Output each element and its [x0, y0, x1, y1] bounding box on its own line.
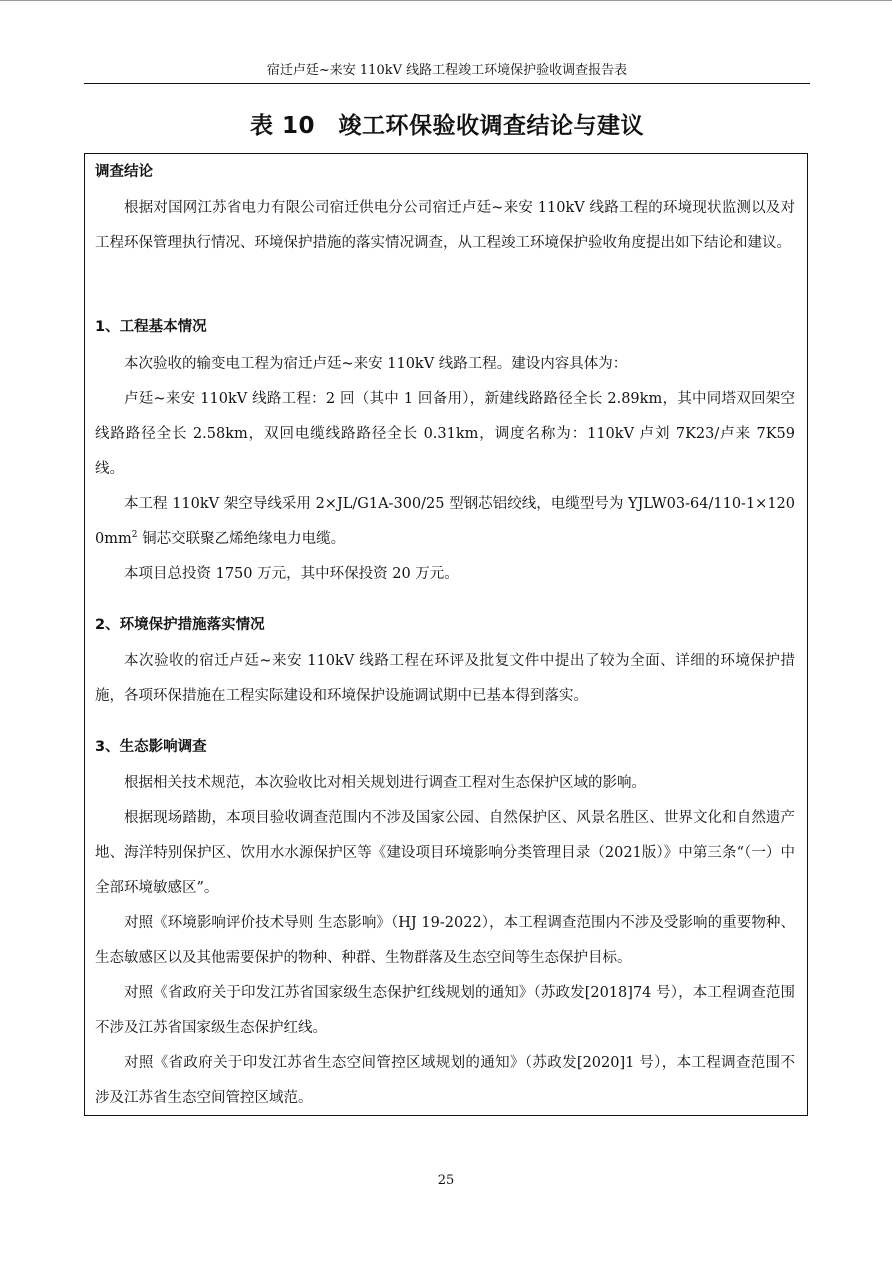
- measures-heading: 2、环境保护措施落实情况: [95, 617, 265, 633]
- basic-info-heading: 1、工程基本情况: [95, 319, 207, 335]
- basic-info-paragraph-1: 本次验收的输变电工程为宿迁卢廷~来安 110kV 线路工程。建设内容具体为：: [124, 356, 628, 372]
- superscript-2: 2: [131, 530, 138, 541]
- ecology-paragraph-2: 根据现场踏勘，本项目验收调查范围内不涉及国家公园、自然保护区、风景名胜区、世界文化和自然遗产地、海洋特别保护区、饮用水水源保护区等《建设项目环境影响分类管理目录（2021版）》中第三条“（一）中全部环境敏感区”。: [95, 810, 795, 896]
- document-title: 表 10 竣工环保验收调查结论与建议: [249, 113, 644, 139]
- conclusion-intro: 根据对国网江苏省电力有限公司宿迁供电分公司宿迁卢廷~来安 110kV 线路工程的环境现状监测以及对工程环保管理执行情况、环境保护措施的落实情况调查，从工程竣工环境保护验收角度提出如下结论和建议。: [95, 200, 795, 251]
- basic-info-paragraph-4: 本项目总投资 1750 万元，其中环保投资 20 万元。: [124, 566, 459, 582]
- ecology-paragraph-5: 对照《省政府关于印发江苏省生态空间管控区域规划的通知》（苏政发[2020]1 号），本工程调查范围不涉及江苏省生态空间管控区域范。: [95, 1055, 795, 1106]
- cable-spec-text: 本工程 110kV 架空导线采用 2×JL/G1A-300/25 型钢芯铝绞线，电缆型号为 YJLW03-64/110-1×1200mm: [95, 496, 795, 547]
- basic-info-paragraph-2: 卢廷~来安 110kV 线路工程：2 回（其中 1 回备用），新建线路路径全长 2.89km，其中同塔双回架空线路路径全长 2.58km，双回电缆线路路径全长 0.31km，调度名称为：110kV 卢刘 7K23/卢来 7K59 线。: [95, 391, 795, 477]
- ecology-paragraph-3: 对照《环境影响评价技术导则 生态影响》（HJ 19-2022），本工程调查范围内不涉及受影响的重要物种、生态敏感区以及其他需要保护的物种、种群、生物群落及生态空间等生态保护目标。: [95, 915, 795, 966]
- page-top-rule: [0, 0, 892, 1]
- page-number: 25: [437, 1173, 455, 1188]
- conclusion-table-cell: [84, 153, 808, 1116]
- basic-info-paragraph-3: [95, 487, 795, 557]
- header-rule: [84, 83, 810, 84]
- conclusion-heading: 调查结论: [95, 164, 153, 180]
- measures-paragraph-1: 本次验收的宿迁卢廷~来安 110kV 线路工程在环评及批复文件中提出了较为全面、详细的环境保护措施，各项环保措施在工程实际建设和环境保护设施调试期中已基本得到落实。: [95, 653, 795, 704]
- ecology-paragraph-1: 根据相关技术规范，本次验收比对相关规划进行调查工程对生态保护区域的影响。: [124, 775, 646, 791]
- running-header: 宿迁卢廷~来安 110kV 线路工程竣工环境保护验收调查报告表: [266, 63, 628, 78]
- ecology-heading: 3、生态影响调查: [95, 739, 207, 755]
- ecology-paragraph-4: 对照《省政府关于印发江苏省国家级生态保护红线规划的通知》（苏政发[2018]74 号），本工程调查范围不涉及江苏省国家级生态保护红线。: [95, 985, 795, 1036]
- cable-spec-text-end: 铜芯交联聚乙烯绝缘电力电缆。: [137, 531, 346, 547]
